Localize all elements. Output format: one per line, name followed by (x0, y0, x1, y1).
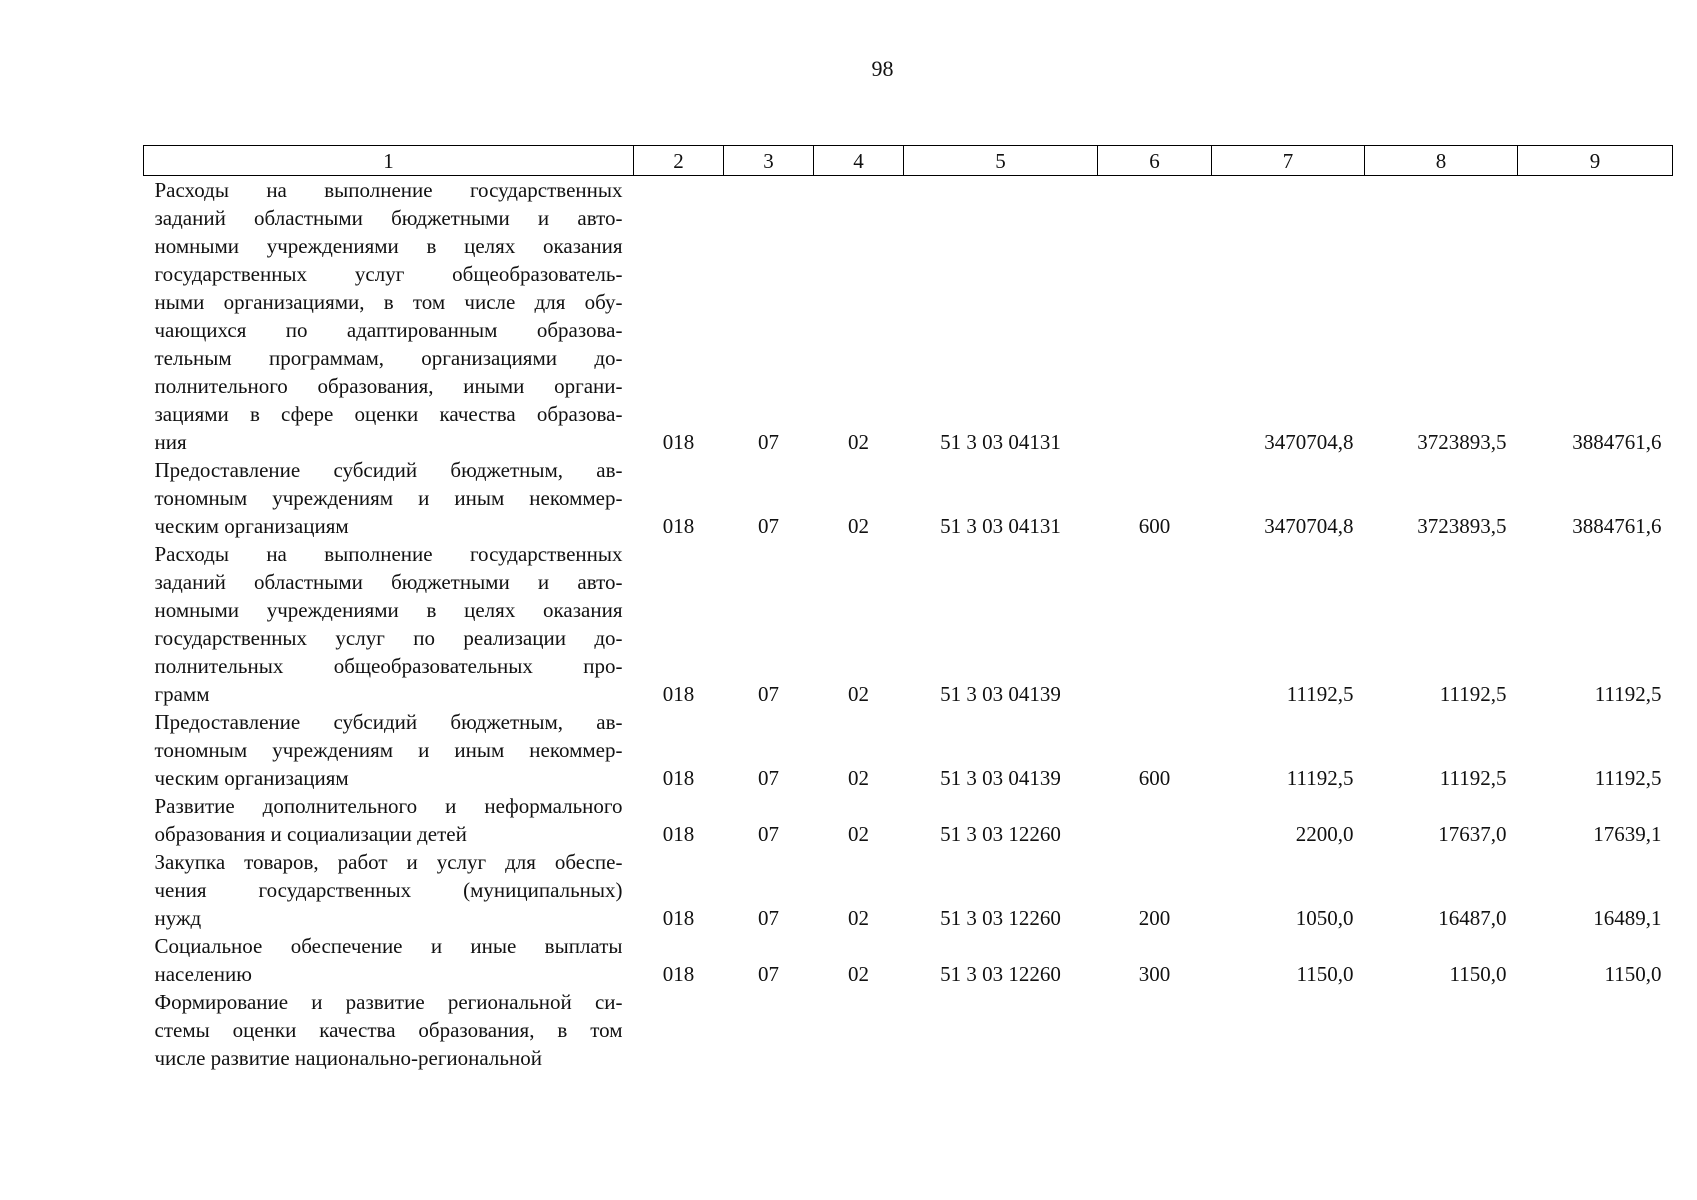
amount-year2-cell: 3723893,5 (1417, 430, 1507, 454)
table-row (144, 176, 1673, 457)
section-code-cell: 07 (758, 962, 779, 986)
table-row (144, 708, 1673, 792)
amount-year2-cell: 11192,5 (1439, 682, 1507, 706)
section-code-cell: 07 (758, 430, 779, 454)
description-cell (144, 932, 634, 988)
description-line: населению (154, 962, 252, 986)
column-header: 2 (634, 146, 724, 176)
description-line: государственных услуг общеобразователь- (154, 262, 623, 286)
amount-year3-cell: 17639,1 (1593, 822, 1662, 846)
description-line: Социальное обеспечение и иные выплаты (154, 934, 623, 958)
expense-type-cell: 300 (1138, 962, 1171, 986)
amount-year2-cell: 17637,0 (1438, 822, 1507, 846)
expense-type-cell (1098, 792, 1212, 848)
amount-year1-cell (1212, 988, 1365, 1072)
description-line: чающихся по адаптированным образова- (154, 318, 623, 342)
expense-type-cell: 200 (1138, 906, 1171, 930)
description-cell (144, 792, 634, 848)
description-line: Формирование и развитие региональной си- (154, 990, 623, 1014)
target-article-cell: 51 3 03 12260 (940, 822, 1061, 846)
budget-table (143, 145, 1673, 1072)
chapter-code-cell: 018 (662, 822, 695, 846)
amount-year3-cell: 11192,5 (1594, 766, 1662, 790)
description-line: Закупка товаров, работ и услуг для обеспе- (154, 850, 623, 874)
description-line: чения государственных (муниципальных) (154, 878, 623, 902)
chapter-code-cell: 018 (662, 766, 695, 790)
column-header: 9 (1518, 146, 1673, 176)
description-line: Расходы на выполнение государственных (154, 542, 623, 566)
description-line: номными учреждениями в целях оказания (154, 598, 623, 622)
expense-type-cell: 600 (1138, 514, 1171, 538)
description-cell (144, 848, 634, 932)
amount-year2-cell (1365, 988, 1518, 1072)
table-header-row (144, 146, 1673, 176)
subsection-code-cell: 02 (848, 682, 869, 706)
description-line: тономным учреждениям и иным некоммер- (154, 738, 623, 762)
target-article-cell: 51 3 03 04131 (940, 430, 1061, 454)
table-row (144, 792, 1673, 848)
column-header: 3 (724, 146, 814, 176)
description-cell (144, 540, 634, 708)
target-article-cell: 51 3 03 04139 (940, 682, 1061, 706)
expense-type-cell: 600 (1138, 766, 1171, 790)
description-line: полнительного образования, иными органи- (154, 374, 623, 398)
column-header: 5 (904, 146, 1098, 176)
chapter-code-cell: 018 (662, 962, 695, 986)
amount-year3-cell: 1150,0 (1604, 962, 1662, 986)
amount-year2-cell: 1150,0 (1449, 962, 1507, 986)
section-code-cell: 07 (758, 766, 779, 790)
target-article-cell: 51 3 03 12260 (940, 962, 1061, 986)
subsection-code-cell: 02 (848, 822, 869, 846)
page-number: 98 (871, 56, 894, 81)
target-article-cell: 51 3 03 12260 (940, 906, 1061, 930)
table-row (144, 932, 1673, 988)
expense-type-cell (1098, 540, 1212, 708)
description-line: ными организациями, в том числе для обу- (154, 290, 623, 314)
target-article-cell: 51 3 03 04131 (940, 514, 1061, 538)
amount-year1-cell: 2200,0 (1295, 822, 1354, 846)
description-line: тономным учреждениям и иным некоммер- (154, 486, 623, 510)
amount-year3-cell: 3884761,6 (1572, 430, 1662, 454)
expense-type-cell (1098, 176, 1212, 457)
description-line: ческим организациям (154, 766, 349, 790)
description-line: числе развитие национально-региональной (154, 1046, 542, 1070)
description-line: нужд (154, 906, 202, 930)
column-header: 7 (1212, 146, 1365, 176)
table-row (144, 988, 1673, 1072)
amount-year1-cell: 11192,5 (1286, 682, 1354, 706)
amount-year1-cell: 1150,0 (1296, 962, 1354, 986)
amount-year1-cell: 11192,5 (1286, 766, 1354, 790)
expense-type-cell (1098, 988, 1212, 1072)
amount-year1-cell: 3470704,8 (1264, 430, 1354, 454)
chapter-code-cell: 018 (662, 430, 695, 454)
description-line: Развитие дополнительного и неформального (154, 794, 623, 818)
subsection-code-cell: 02 (848, 906, 869, 930)
section-code-cell (724, 988, 814, 1072)
column-header: 8 (1365, 146, 1518, 176)
description-line: ния (154, 430, 187, 454)
chapter-code-cell: 018 (662, 906, 695, 930)
description-cell (144, 176, 634, 457)
column-header: 1 (144, 146, 634, 176)
description-line: Предоставление субсидий бюджетным, ав- (154, 458, 623, 482)
description-line: зациями в сфере оценки качества образова- (154, 402, 623, 426)
amount-year1-cell: 1050,0 (1295, 906, 1354, 930)
column-header: 6 (1098, 146, 1212, 176)
chapter-code-cell: 018 (662, 514, 695, 538)
table-body (144, 176, 1673, 1073)
description-cell (144, 456, 634, 540)
chapter-code-cell (634, 988, 724, 1072)
subsection-code-cell: 02 (848, 514, 869, 538)
section-code-cell: 07 (758, 514, 779, 538)
description-line: полнительных общеобразовательных про- (154, 654, 623, 678)
table-row (144, 848, 1673, 932)
target-article-cell (904, 988, 1098, 1072)
chapter-code-cell: 018 (662, 682, 695, 706)
description-line: стемы оценки качества образования, в том (154, 1018, 623, 1042)
subsection-code-cell (814, 988, 904, 1072)
description-cell (144, 988, 634, 1072)
target-article-cell: 51 3 03 04139 (940, 766, 1061, 790)
section-code-cell: 07 (758, 906, 779, 930)
description-line: Расходы на выполнение государственных (154, 178, 623, 202)
description-line: государственных услуг по реализации до- (154, 626, 623, 650)
amount-year3-cell: 3884761,6 (1572, 514, 1662, 538)
description-cell (144, 708, 634, 792)
table-row (144, 456, 1673, 540)
description-line: тельным программам, организациями до- (154, 346, 623, 370)
description-line: номными учреждениями в целях оказания (154, 234, 623, 258)
amount-year2-cell: 16487,0 (1438, 906, 1507, 930)
amount-year2-cell: 11192,5 (1439, 766, 1507, 790)
amount-year1-cell: 3470704,8 (1264, 514, 1354, 538)
subsection-code-cell: 02 (848, 962, 869, 986)
subsection-code-cell: 02 (848, 430, 869, 454)
table-row (144, 540, 1673, 708)
description-line: образования и социализации детей (154, 822, 467, 846)
amount-year3-cell (1518, 988, 1673, 1072)
description-line: ческим организациям (154, 514, 349, 538)
section-code-cell: 07 (758, 822, 779, 846)
description-line: заданий областными бюджетными и авто- (154, 570, 623, 594)
column-header: 4 (814, 146, 904, 176)
amount-year2-cell: 3723893,5 (1417, 514, 1507, 538)
description-line: грамм (154, 682, 210, 706)
section-code-cell: 07 (758, 682, 779, 706)
amount-year3-cell: 16489,1 (1593, 906, 1662, 930)
amount-year3-cell: 11192,5 (1594, 682, 1662, 706)
subsection-code-cell: 02 (848, 766, 869, 790)
description-line: заданий областными бюджетными и авто- (154, 206, 623, 230)
description-line: Предоставление субсидий бюджетным, ав- (154, 710, 623, 734)
